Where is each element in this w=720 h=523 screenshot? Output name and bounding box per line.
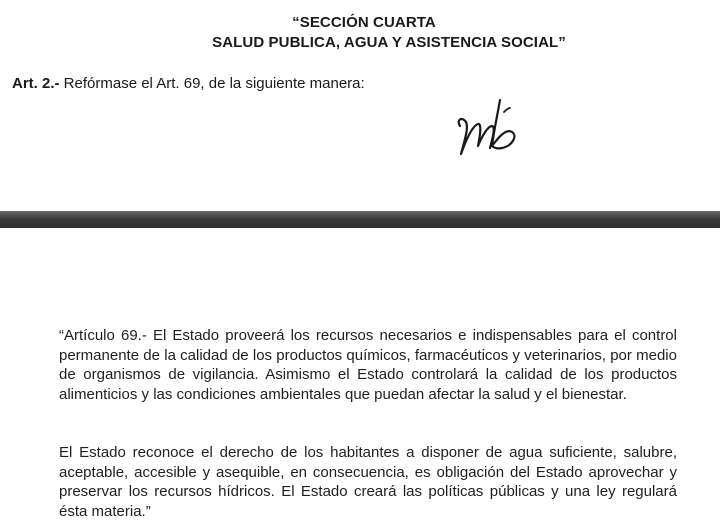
article-text: Refórmase el Art. 69, de la siguiente manera: <box>59 75 365 92</box>
article-label: Art. 2.- <box>12 75 60 92</box>
section-title: “SECCIÓN CUARTA <box>292 14 436 31</box>
page-break-divider <box>0 211 720 228</box>
quote-paragraph-2: El Estado reconoce el derecho de los habitantes a disponer de agua suficiente, salubre, aceptable, accesible y asequible, en consecuencia, es obligación del Estado aprovechar y preservar los recursos hídricos. El Estado creará las políticas públicas y una ley regulará ésta materia.” <box>59 444 677 520</box>
page-lower <box>0 228 720 523</box>
quote-paragraph-1: “Artículo 69.- El Estado proveerá los recursos necesarios e indispensables para el control permanente de la calidad de los productos químicos, farmacéuticos y veterinarios, por medio de organismos de vigilancia. Asimismo el Estado controlará la calidad de los productos alimenticios y las condiciones ambientales que puedan afectar la salud y el bienestar. <box>59 327 677 403</box>
signature-icon <box>452 96 524 160</box>
section-heading <box>0 13 720 53</box>
article-statement <box>12 75 365 93</box>
page-upper <box>0 0 720 211</box>
section-subtitle: SALUD PUBLICA, AGUA Y ASISTENCIA SOCIAL” <box>212 34 566 51</box>
